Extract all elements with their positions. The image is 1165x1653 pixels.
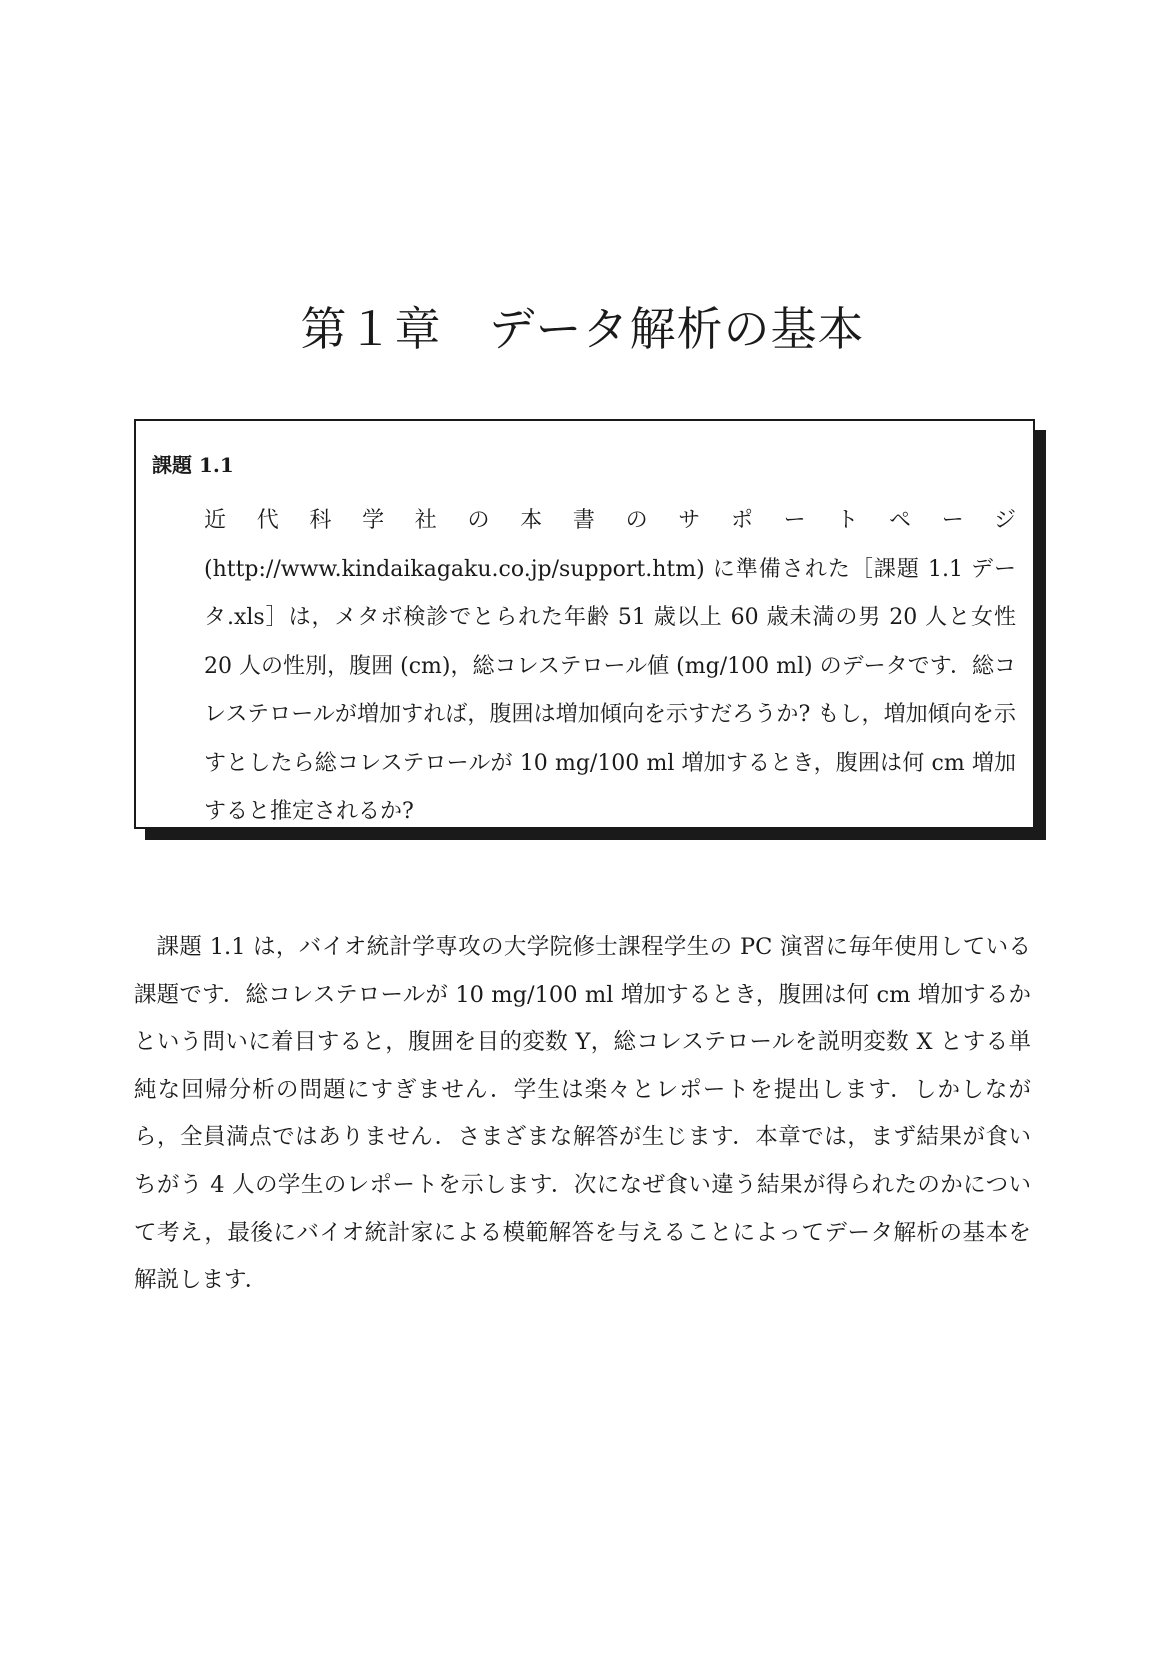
- task-body: 近代科学社の本書のサポートページ (http://www.kindaikagaku.co.jp/support.htm) に準備された［課題 1.1 データ.xls］は，メタボ検診でとられた年齢 51 歳以上 60 歳未満の男 20 人と女性 20 人の性別，腹囲 (cm)，総コレステロール値 (mg/100 ml) のデータです．総コレステロールが増加すれば，腹囲は増加傾向を示すだろうか? もし，増加傾向を示すとしたら総コレステロールが 10 mg/100 ml 増加するとき，腹囲は何 cm 増加すると推定されるか?: [204, 508, 1016, 824]
- task-heading: 課題 1.1: [152, 453, 234, 477]
- body-paragraph: 課題 1.1 は，バイオ統計学専攻の大学院修士課程学生の PC 演習に毎年使用している課題です．総コレステロールが 10 mg/100 ml 増加するとき，腹囲は何 cm 増加するかという問いに着目すると，腹囲を目的変数 Y，総コレステロールを説明変数 X とする単純な回帰分析の問題にすぎません．学生は楽々とレポートを提出します．しかしながら，全員満点ではありません．さまざまな解答が生じます．本章では，まず結果が食いちがう 4 人の学生のレポートを示します．次になぜ食い違う結果が得られたのかについて考え，最後にバイオ統計家による模範解答を与えることによってデータ解析の基本を解説します．: [134, 934, 1031, 1294]
- task-box: [134, 419, 1035, 829]
- chapter-title: 第１章 データ解析の基本: [300, 301, 865, 356]
